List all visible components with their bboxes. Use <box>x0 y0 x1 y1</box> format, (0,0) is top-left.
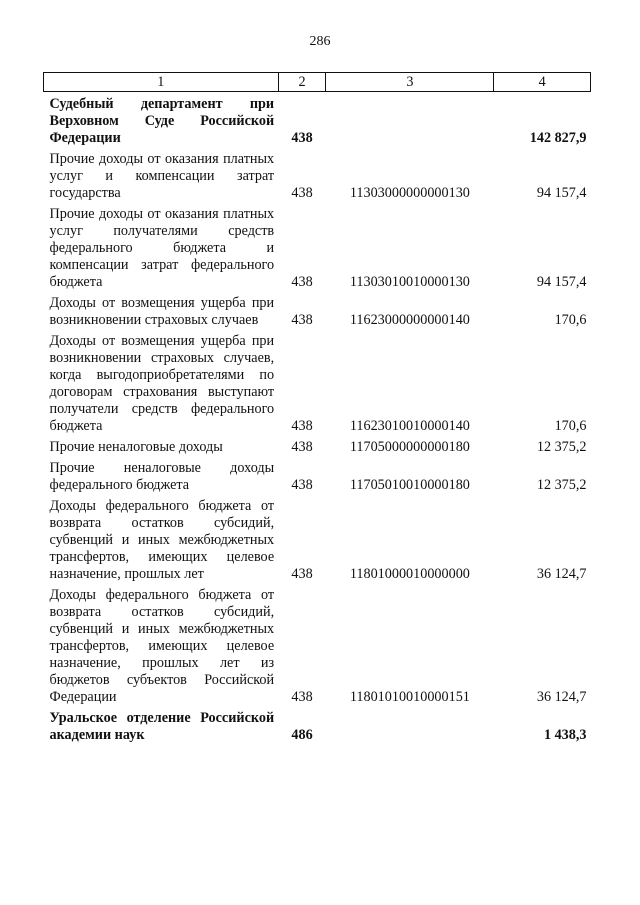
row-name: Доходы от возмещения ущерба при возникновении страховых случаев <box>49 295 275 328</box>
table-row <box>44 291 591 329</box>
row-amount: 36 124,7 <box>536 689 587 705</box>
row-amount: 142 827,9 <box>529 130 587 146</box>
row-name: Судебный департамент при Верховном Суде Российской Федерации <box>49 96 275 146</box>
table-body <box>44 92 591 745</box>
table-row <box>44 202 591 291</box>
row-name: Доходы от возмещения ущерба при возникновении страховых случаев, когда выгодоприобретателями по договорам страхования выступают получатели средств федерального бюджета <box>49 333 275 434</box>
column-header-2: 2 <box>278 73 326 92</box>
row-revenue-code: 11801010010000151 <box>349 689 470 705</box>
column-header-3: 3 <box>326 73 494 92</box>
table-row <box>44 435 591 456</box>
revenue-table <box>43 72 591 744</box>
row-amount: 12 375,2 <box>536 477 587 493</box>
row-admin-code: 438 <box>291 418 313 434</box>
table-row <box>44 583 591 706</box>
row-admin-code: 438 <box>291 689 313 705</box>
row-admin-code: 438 <box>291 312 313 328</box>
row-admin-code: 438 <box>291 274 313 290</box>
page-number: 286 <box>309 34 331 49</box>
row-admin-code: 438 <box>291 130 313 146</box>
row-admin-code: 438 <box>291 185 313 201</box>
row-revenue-code: 11801000010000000 <box>349 566 470 582</box>
row-name: Прочие неналоговые доходы <box>49 439 223 455</box>
row-amount: 170,6 <box>554 418 587 434</box>
row-admin-code: 438 <box>291 477 313 493</box>
column-header-1: 1 <box>44 73 279 92</box>
row-name: Прочие неналоговые доходы федерального бюджета <box>49 460 275 493</box>
row-revenue-code: 11623010010000140 <box>349 418 470 434</box>
row-revenue-code: 11303000000000130 <box>349 185 470 201</box>
row-name: Прочие доходы от оказания платных услуг и компенсации затрат государства <box>49 151 275 201</box>
row-admin-code: 486 <box>291 727 313 743</box>
table-header <box>44 73 591 92</box>
header-row <box>44 73 591 92</box>
row-amount: 1 438,3 <box>543 727 587 743</box>
row-amount: 94 157,4 <box>536 274 587 290</box>
row-name: Доходы федерального бюджета от возврата остатков субсидий, субвенций и иных межбюджетных трансфертов, имеющих целевое назначение, прошлых лет <box>49 498 275 582</box>
table-row <box>44 147 591 202</box>
row-revenue-code: 11705000000000180 <box>349 439 470 455</box>
row-revenue-code: 11623000000000140 <box>349 312 470 328</box>
row-name: Доходы федерального бюджета от возврата остатков субсидий, субвенций и иных межбюджетных трансфертов, имеющих целевое назначение, прошлых лет из бюджетов субъектов Российской Федерации <box>49 587 275 705</box>
row-revenue-code <box>326 706 494 744</box>
table-row <box>44 92 591 148</box>
row-revenue-code: 11705010010000180 <box>349 477 470 493</box>
table-row <box>44 706 591 744</box>
table-row <box>44 494 591 583</box>
row-admin-code: 438 <box>291 566 313 582</box>
row-name: Уральское отделение Российской академии наук <box>49 710 275 743</box>
row-amount: 36 124,7 <box>536 566 587 582</box>
row-amount: 94 157,4 <box>536 185 587 201</box>
column-header-4: 4 <box>494 73 591 92</box>
table-row <box>44 329 591 435</box>
row-revenue-code: 11303010010000130 <box>349 274 470 290</box>
row-admin-code: 438 <box>291 439 313 455</box>
table-row <box>44 456 591 494</box>
row-amount: 12 375,2 <box>536 439 587 455</box>
row-name: Прочие доходы от оказания платных услуг получателями средств федерального бюджета и компенсации затрат федерального бюджета <box>49 206 275 290</box>
row-revenue-code <box>326 92 494 148</box>
row-amount: 170,6 <box>554 312 587 328</box>
